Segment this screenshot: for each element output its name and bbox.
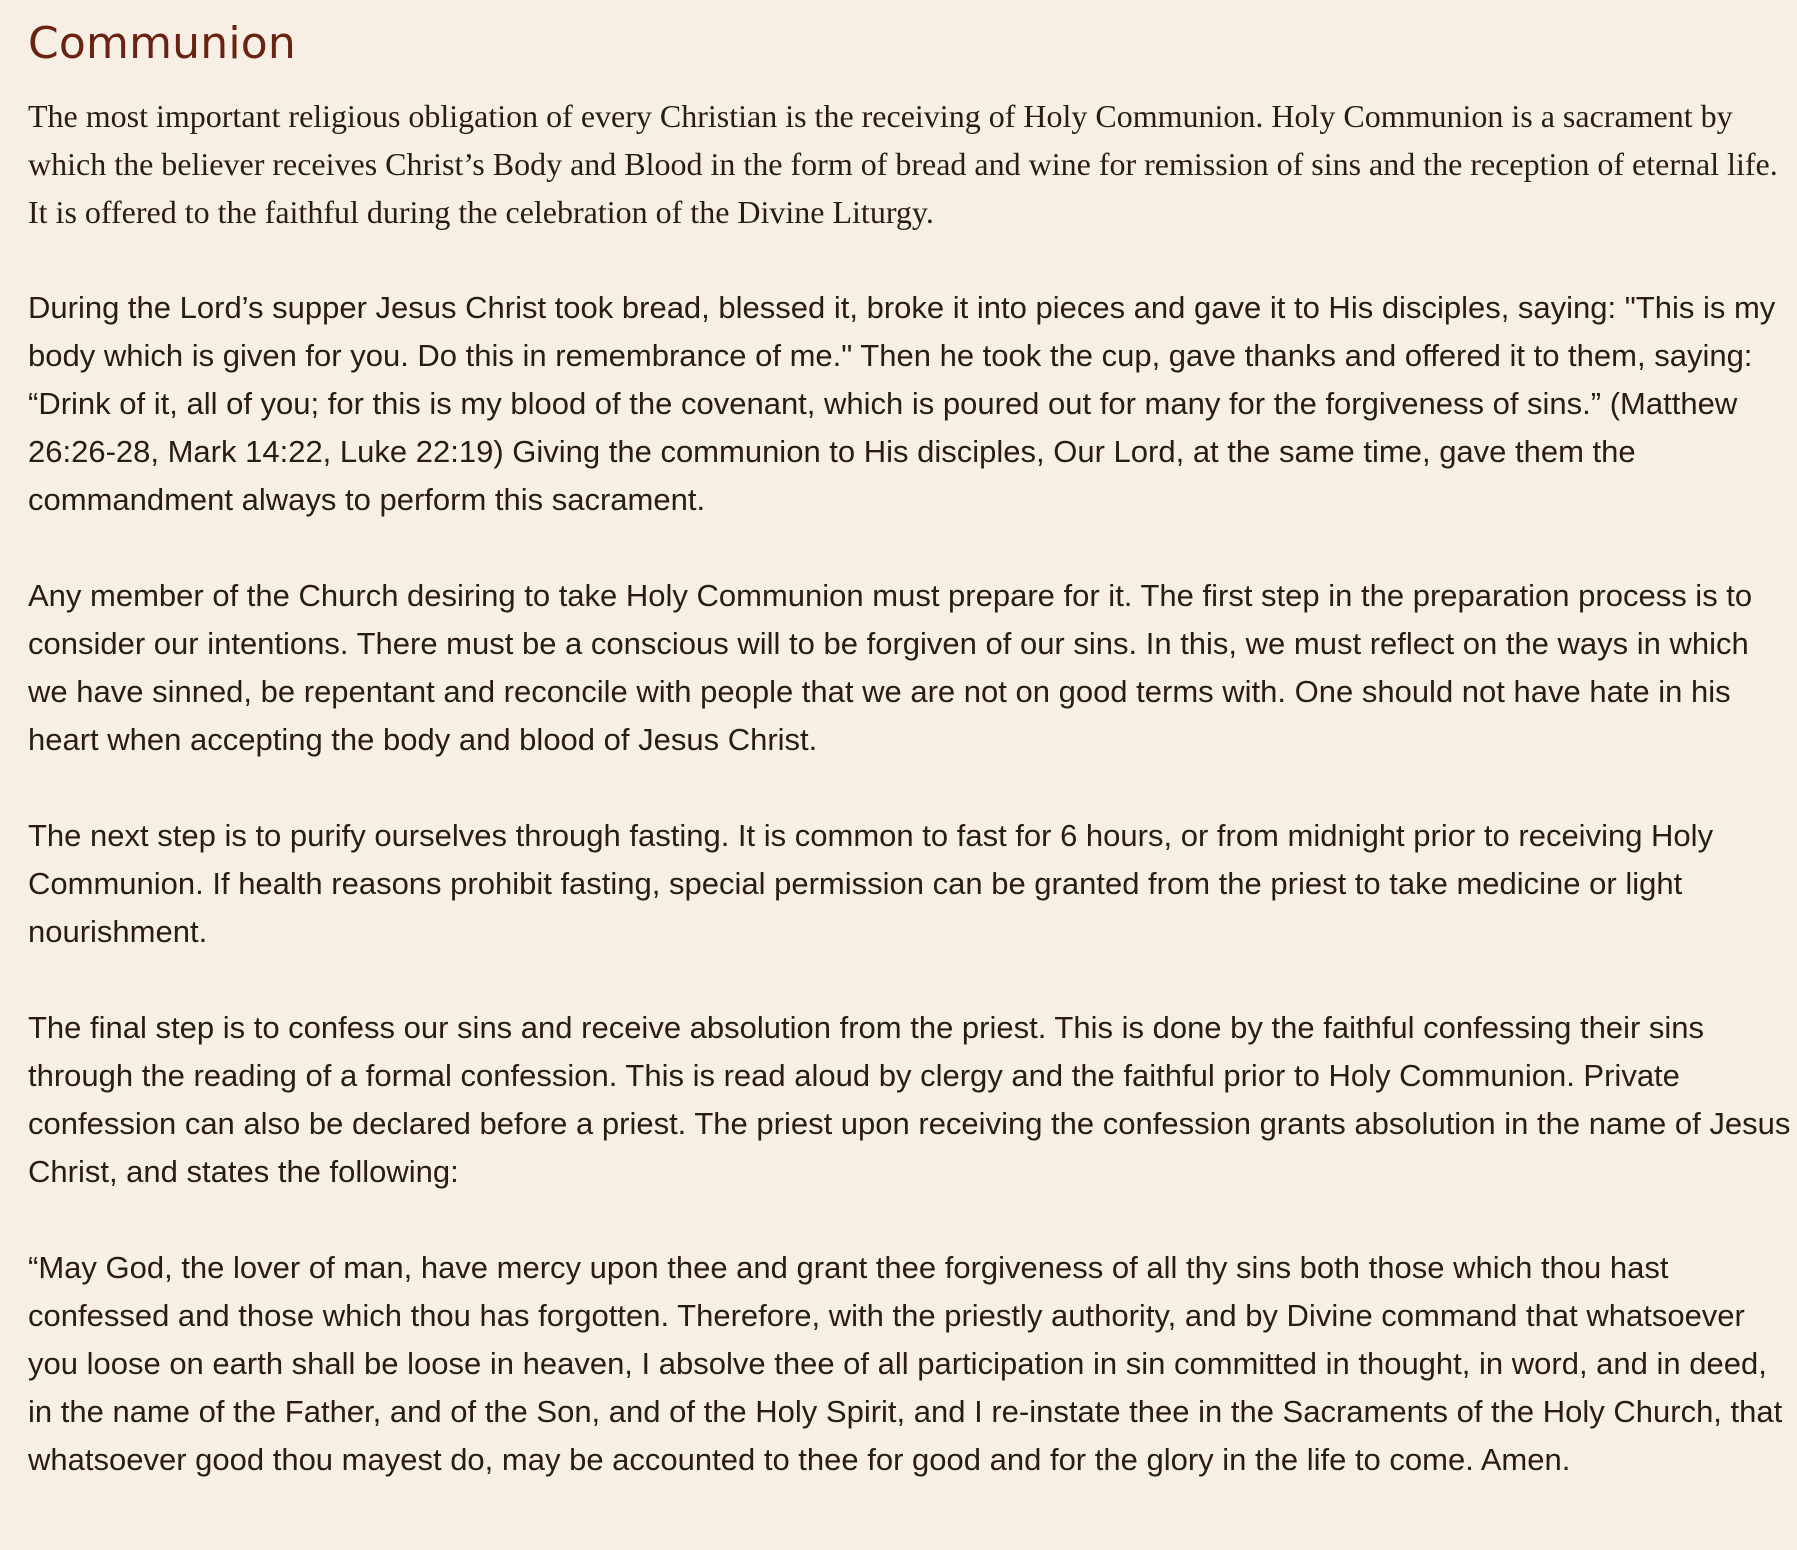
body-paragraph-fasting: The next step is to purify ourselves through fasting. It is common to fast for 6 hours, or from midnight prior to receiving Holy Communion. If health reasons prohibit fasting, special permission can be granted from the priest to take medicine or light nourishment. [28,818,1714,949]
body-paragraph-absolution: “May God, the lover of man, have mercy upon thee and grant thee forgiveness of all thy sins both those which thou hast confessed and those which thou has forgotten. Therefore, with the priestly authority, and by Divine command that whatsoever you loose on earth shall be loose in heaven, I absolve thee of all participation in sin committed in thought, in word, and in deed, in the name of the Father, and of the Son, and of the Holy Spirit, and I re-instate thee in the Sacraments of the Holy Church, that whatsoever good thou mayest do, may be accounted to thee for good and for the glory in the life to come. Amen. [28,1250,1783,1477]
intro-paragraph: The most important religious obligation of every Christian is the receiving of Holy Communion. Holy Communion is a sacrament by which the believer receives Christ’s Body and Blood in the form of bread and wine for remission of sins and the reception of eternal life. It is offered to the faithful during the celebration of the Divine Liturgy. [28,98,1778,230]
body-paragraph-preparation: Any member of the Church desiring to take Holy Communion must prepare for it. The first step in the preparation process is to consider our intentions. There must be a conscious will to be forgiven of our sins. In this, we must reflect on the ways in which we have sinned, be repentant and reconcile with people that we are not on good terms with. One should not have hate in his heart when accepting the body and blood of Jesus Christ. [28,578,1753,757]
body-paragraph-lords-supper: During the Lord’s supper Jesus Christ took bread, blessed it, broke it into pieces and gave it to His disciples, saying: "This is my body which is given for you. Do this in remembrance of me." Then he took the cup, gave thanks and offered it to them, saying: “Drink of it, all of you; for this is my blood of the covenant, which is poured out for many for the forgiveness of sins.” (Matthew 26:26-28, Mark 14:22, Luke 22:19) Giving the communion to His disciples, Our Lord, at the same time, gave them the commandment always to perform this sacrament. [28,290,1776,517]
page-title: Communion [28,18,296,69]
body-paragraph-confession: The final step is to confess our sins and receive absolution from the priest. This is done by the faithful confessing their sins through the reading of a formal confession. This is read aloud by clergy and the faithful prior to Holy Communion. Private confession can also be declared before a priest. The priest upon receiving the confession grants absolution in the name of Jesus Christ, and states the following: [28,1010,1791,1189]
